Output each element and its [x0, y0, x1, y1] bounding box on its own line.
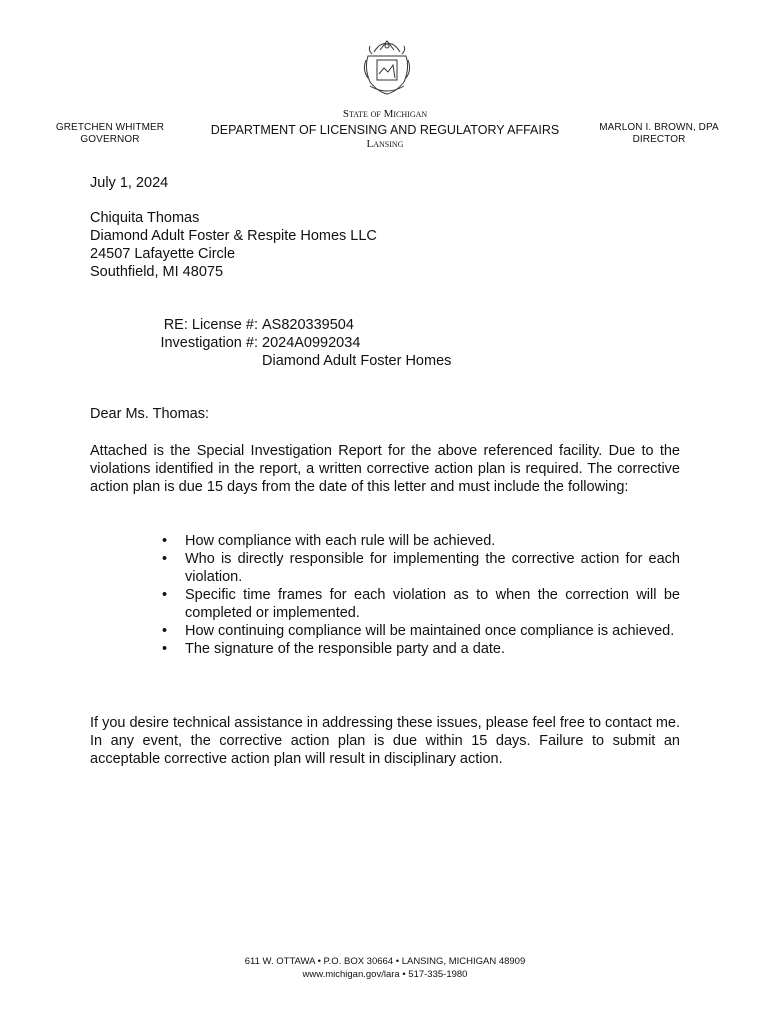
state-seal-icon — [360, 38, 414, 96]
list-item: • How continuing compliance will be maintained once compliance is achieved. — [162, 623, 675, 639]
recipient-city: Southfield, MI 48075 — [90, 264, 224, 280]
director-block — [592, 122, 726, 146]
intro-paragraph: Attached is the Special Investigation Report for the above referenced facility. Due to the violations identified in the report, a written corrective action plan is required. The corrective action plan is due 15 days from the date of this letter and must include the following: — [90, 443, 680, 495]
department-name: DEPARTMENT OF LICENSING AND REGULATORY AFFAIRS — [210, 123, 560, 137]
reference-block — [90, 316, 451, 370]
requirements-list — [160, 532, 680, 658]
state-name: State of Michigan — [342, 108, 428, 120]
city-name: Lansing — [366, 138, 404, 150]
list-item: • The signature of the responsible party and a date. — [162, 641, 506, 657]
footer — [185, 955, 585, 981]
investigation-label: Investigation #: — [160, 335, 258, 351]
recipient-address — [90, 209, 377, 281]
salutation: Dear Ms. Thomas: — [90, 406, 209, 422]
bullet-icon: • — [162, 551, 168, 567]
governor-name: GRETCHEN WHITMER — [55, 122, 165, 133]
bullet-icon: • — [162, 587, 168, 603]
list-item: • Specific time frames for each violation as to when the correction will be completed or implemented. — [162, 587, 680, 621]
bullet-icon: • — [162, 641, 168, 657]
recipient-name: Chiquita Thomas — [90, 210, 200, 226]
recipient-company: Diamond Adult Foster & Respite Homes LLC — [90, 228, 377, 244]
footer-address: 611 W. OTTAWA • P.O. BOX 30664 • LANSING, MICHIGAN 48909 — [244, 956, 526, 967]
list-item: • Who is directly responsible for implementing the corrective action for each violation. — [162, 551, 680, 585]
letter-date: July 1, 2024 — [90, 175, 169, 191]
bullet-icon: • — [162, 623, 168, 639]
governor-block — [48, 122, 172, 146]
facility-name: Diamond Adult Foster Homes — [262, 353, 452, 369]
footer-contact: www.michigan.gov/lara • 517-335-1980 — [302, 969, 468, 980]
list-item: • How compliance with each rule will be achieved. — [162, 533, 496, 549]
recipient-street: 24507 Lafayette Circle — [90, 246, 236, 262]
governor-title: GOVERNOR — [80, 134, 140, 145]
license-label: RE: License #: — [163, 317, 258, 333]
investigation-number: 2024A0992034 — [262, 335, 361, 351]
director-title: DIRECTOR — [632, 134, 686, 145]
license-number: AS820339504 — [262, 317, 354, 333]
bullet-icon: • — [162, 533, 168, 549]
closing-paragraph: If you desire technical assistance in addressing these issues, please feel free to contact me. In any event, the corrective action plan is due within 15 days. Failure to submit an acceptable corrective action plan will result in disciplinary action. — [90, 715, 680, 767]
director-name: MARLON I. BROWN, DPA — [599, 122, 719, 133]
